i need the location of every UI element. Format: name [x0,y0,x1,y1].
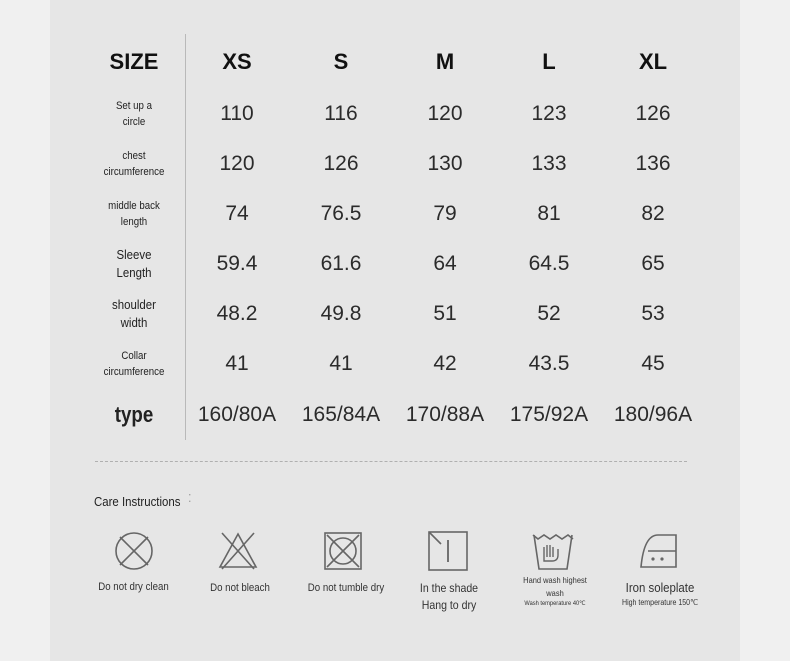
table-cell: 51 [433,302,457,325]
row-label-type: type [114,402,154,427]
row-label-middle-back-length: middle back length [108,200,160,228]
table-cell: 61.6 [320,252,362,275]
care-label-no-tumble-dry: Do not tumble dry [307,582,385,594]
table-cell: 133 [531,152,567,175]
table-cell: 43.5 [528,352,570,375]
size-header: SIZE [109,49,159,74]
care-sublabel-iron: High temperature 150℃ [621,598,699,607]
hand-wash-icon [530,529,576,573]
size-m-header: M [435,49,455,74]
no-dry-clean-icon [112,529,156,573]
table-cell: 165/84A [301,403,381,426]
row-label-setup-circle: Set up a circle [115,100,153,128]
table-cell: 65 [641,252,665,275]
shade-dry-icon [426,529,470,573]
row-label-chest-circumference: chest circumference [103,150,165,178]
table-cell: 130 [427,152,463,175]
care-label-hand-wash: Hand wash highest wash [523,575,587,598]
size-l-header: L [542,49,556,74]
table-cell: 136 [635,152,671,175]
table-cell: 74 [225,202,249,225]
care-label-no-bleach: Do not bleach [210,582,270,594]
row-label-collar-circumference: Collar circumference [103,350,165,378]
care-instructions-title: Care Instructions [94,494,181,509]
table-cell: 175/92A [509,403,589,426]
row-label-shoulder-width: shoulder width [112,297,156,330]
table-cell: 126 [323,152,359,175]
care-label-shade-dry: In the shade Hang to dry [419,581,479,612]
table-cell: 53 [641,302,665,325]
size-xs-header: XS [222,49,252,74]
no-tumble-dry-icon [321,529,365,573]
no-bleach-icon [216,529,260,573]
care-label-no-dry-clean: Do not dry clean [98,581,169,593]
table-cell: 52 [537,302,561,325]
table-cell: 64.5 [528,252,570,275]
table-cell: 81 [537,202,561,225]
care-title-mark: ⁚ [188,493,192,505]
size-s-header: S [333,49,349,74]
table-cell: 42 [433,352,457,375]
table-cell: 160/80A [197,403,277,426]
table-cell: 126 [635,102,671,125]
care-label-iron: Iron soleplate [625,580,695,595]
section-divider [95,461,687,462]
table-cell: 49.8 [320,302,362,325]
table-cell: 41 [225,352,249,375]
table-cell: 110 [220,102,254,125]
row-label-sleeve-length: Sleeve Length [116,247,152,280]
table-cell: 116 [324,102,358,125]
table-cell: 120 [219,152,255,175]
table-cell: 76.5 [320,202,362,225]
table-cell: 82 [641,202,665,225]
size-xl-header: XL [638,49,668,74]
table-cell: 41 [329,352,353,375]
table-cell: 59.4 [216,252,258,275]
iron-icon [636,529,680,573]
table-cell: 48.2 [216,302,258,325]
table-cell: 180/96A [613,403,693,426]
table-cell: 45 [641,352,665,375]
table-cell: 64 [433,252,457,275]
table-cell: 123 [531,102,567,125]
table-cell: 120 [427,102,463,125]
table-cell: 170/88A [405,403,485,426]
table-cell: 79 [433,202,457,225]
care-sublabel-hand-wash: Wash temperature 40℃ [524,600,586,607]
